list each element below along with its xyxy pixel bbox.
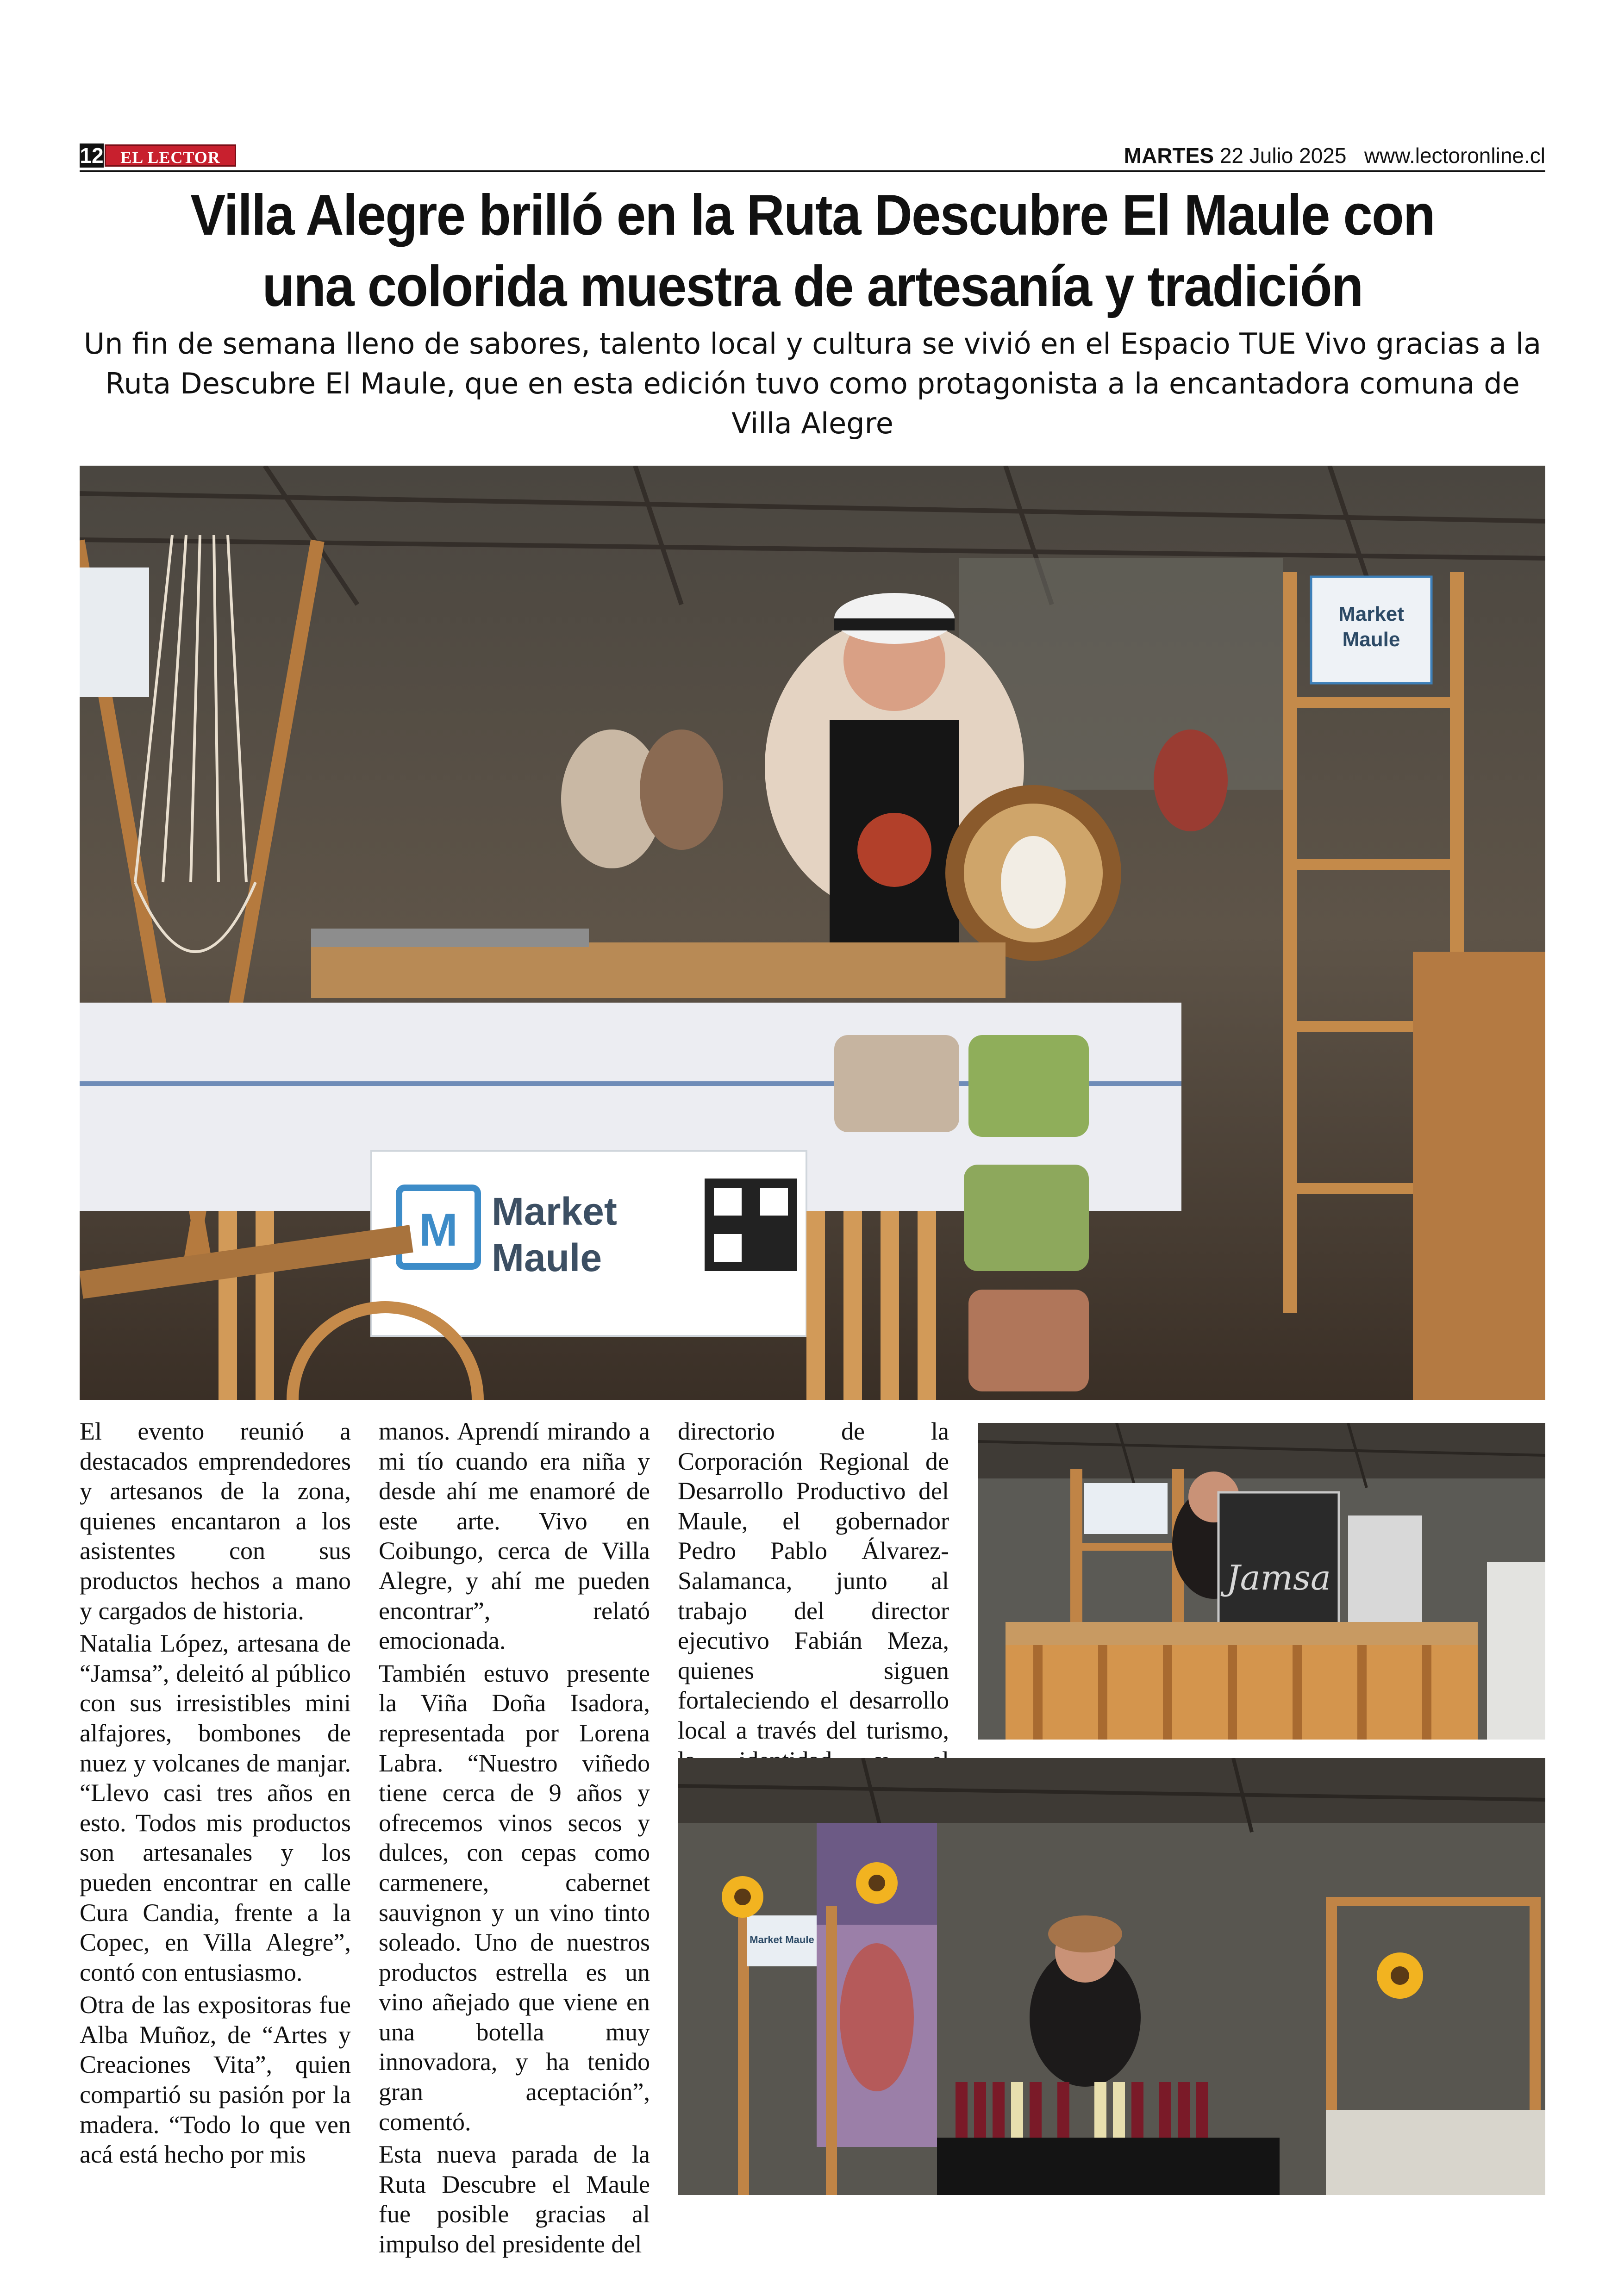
headline-line-2: una colorida muestra de artesanía y tradición (262, 255, 1363, 318)
paragraph: directorio de la Corporación Regional de Desarrollo Productivo del Maule, el gobernador Pedro Pablo Álvarez-Salamanca, junto al trabajo del director ejecutivo Fabián Meza, quienes siguen fortaleciendo el desarrollo local a través del turismo, (678, 1417, 949, 1744)
headline-line-1: Villa Alegre brilló en la Ruta Descubre El Maule con (190, 183, 1435, 247)
main-photo (80, 466, 1545, 1400)
article-column-3 (678, 1416, 949, 1808)
page-number: 12 (80, 143, 104, 168)
header-rule (80, 170, 1545, 172)
header-website[interactable]: www.lectoronline.cl (1364, 143, 1545, 168)
headline (138, 180, 1487, 322)
subheadline: Un fin de semana lleno de sabores, talento local y cultura se vivió en el Espacio TUE Vivo gracias a la Ruta Descubre El Maule, que en esta edición tuvo como protagonista a la encantadora comuna de Villa Alegre (83, 327, 1542, 440)
jamsa-stand-photo (978, 1423, 1545, 1740)
header-info (1124, 142, 1545, 169)
jamsa-sign: Jamsa (1226, 1558, 1331, 1598)
header-date: 22 Julio 2025 (1219, 143, 1347, 168)
shelf-sign-line2: Maule (1342, 628, 1400, 651)
paragraph: Esta nueva parada de la Ruta Descubre el Maule fue posible gracias al impulso del presidente del (379, 2140, 650, 2258)
header-day: MARTES (1124, 143, 1214, 168)
vina-market-sign: Market Maule (750, 1934, 814, 1946)
paragraph: También estuvo presente la Viña Doña Isadora, representada por Lorena Labra. “Nuestro viñedo tiene cerca de 9 años y ofrecemos vinos secos y dulces, con cepas como carmenere, cabernet sauvignon y un vino tinto soleado. Uno de nuestros productos estrella es un vino añejado que viene en una botella muy innovadora, y ha tenido gran aceptación”, comentó. (379, 1659, 650, 2136)
paragraph: Otra de las expositoras fue Alba Muñoz, de “Artes y Creaciones Vita”, quien compartió su pasión por la madera. “Todo lo que ven acá está hecho por mis (80, 1991, 351, 2169)
paragraph: El evento reunió a destacados emprendedores y artesanos de la zona, quienes encantaron a los asistentes con sus productos hechos a mano y cargados de historia. (80, 1417, 351, 1625)
paragraph: Natalia López, artesana de “Jamsa”, deleitó al público con sus irresistibles mini alfajores, bombones de nuez y volcanes de manjar. “Llevo casi tres años en esto. Todos mis productos son artesanales y los pueden encontrar en calle Cura Candia, frente a la Copec, en Villa Alegre”, contó con entusiasmo. (80, 1629, 351, 1986)
banner-text-line1: Market (492, 1190, 617, 1233)
banner-text-line2: Maule (492, 1236, 602, 1279)
newspaper-logo: EL LECTOR (105, 144, 236, 167)
article-column-2 (379, 1416, 650, 2262)
svg-text:M: M (419, 1204, 458, 1256)
paragraph: manos. Aprendí mirando a mi tío cuando era niña y desde ahí me enamoré de este arte. Vivo en Coibungo, cerca de Villa Alegre, y ahí me pueden encontrar”, relató emocionada. (379, 1417, 650, 1655)
vina-stand-photo (678, 1758, 1545, 2195)
article-column-1 (80, 1416, 351, 2172)
shelf-sign-line1: Market (1338, 603, 1404, 625)
